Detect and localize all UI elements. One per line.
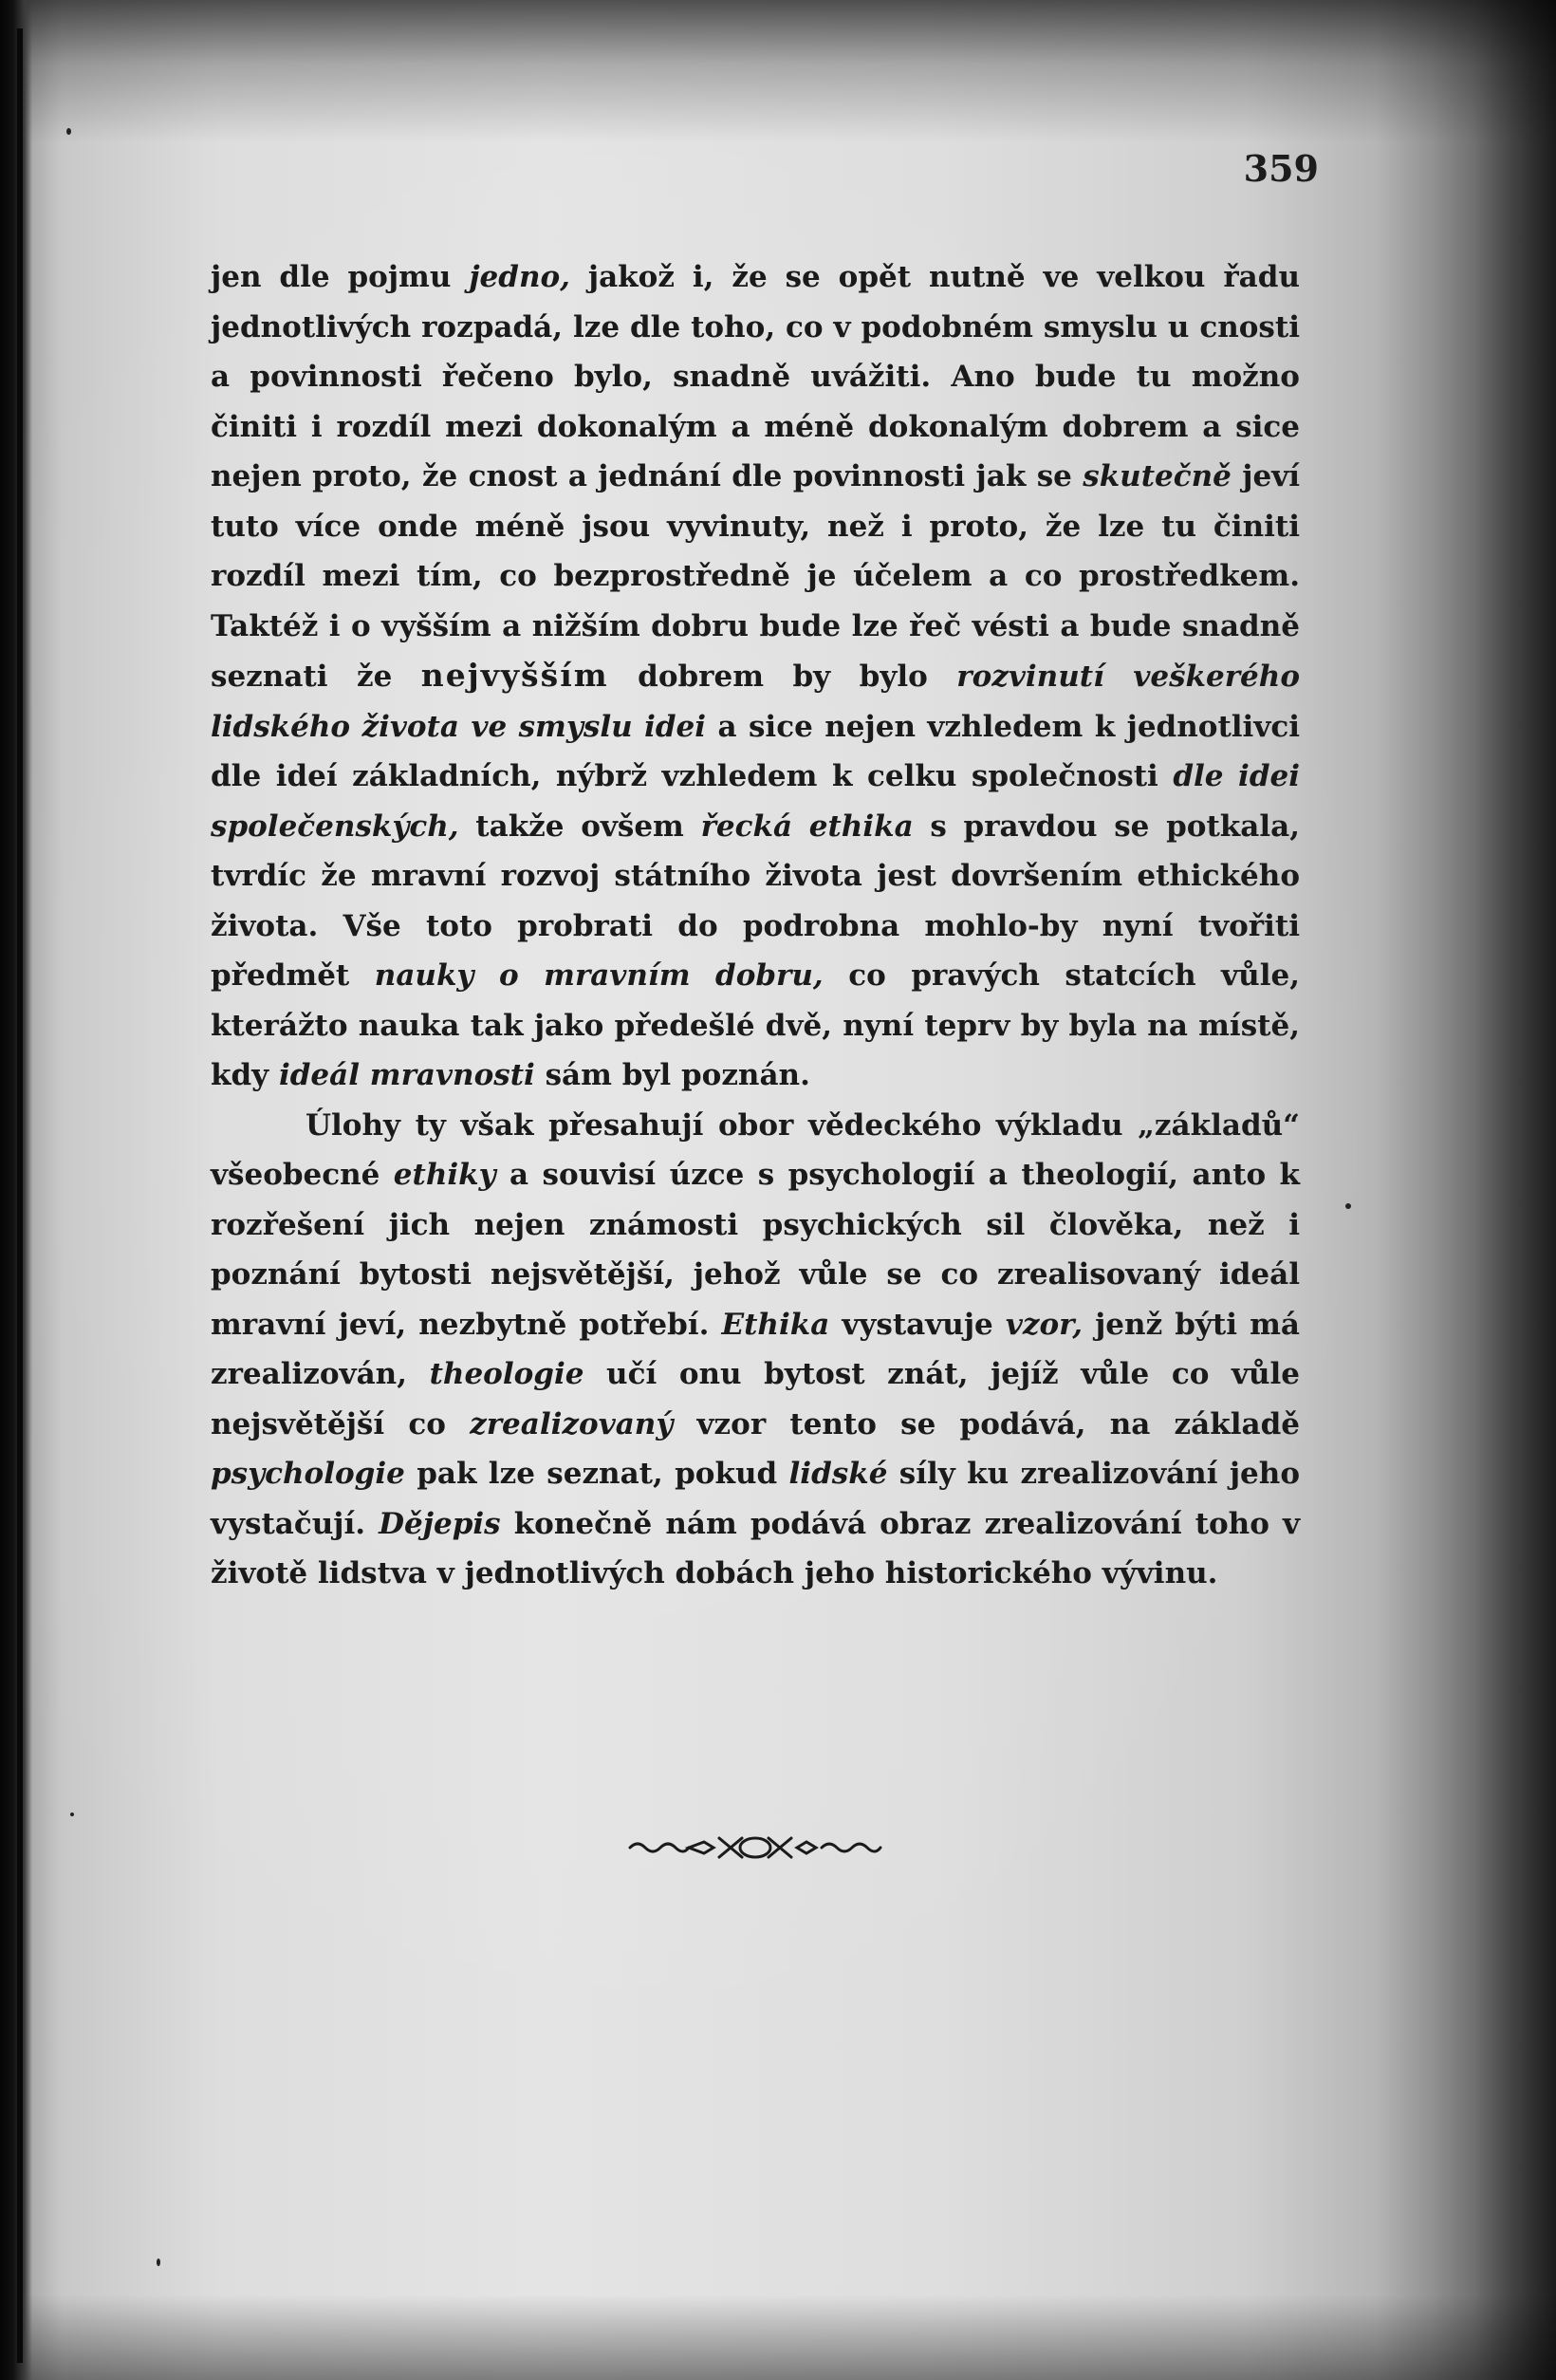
italic-term: jedno,: [469, 260, 570, 294]
italic-term: ideál mravnosti: [278, 1058, 535, 1092]
italic-term: lidské: [788, 1457, 888, 1491]
text-run: Úlohy ty však přesahují obor vědeckého výkladu „základů“ všeobecné: [211, 1107, 1300, 1192]
speck: [157, 2259, 160, 2266]
italic-term: zrealizovaný: [470, 1406, 674, 1441]
end-ornament-icon: [626, 1829, 884, 1867]
text-run: sám byl poznán.: [534, 1058, 810, 1092]
text-run: vystavuje: [829, 1307, 1006, 1342]
italic-term: ethiky: [393, 1158, 496, 1192]
text-run: a souvisí úzce s psychologií a theologií, anto k rozřešení jich nejen známosti psychických sil člověka, než i poznání bytosti nejsvětější, jehož vůle se co zrealisovaný ideál mravní jeví, nezbytně potřebí.: [211, 1158, 1300, 1342]
paragraph-2: [211, 1101, 1300, 1599]
italic-term: skutečně: [1083, 459, 1232, 493]
italic-term: Dějepis: [379, 1506, 501, 1541]
text-run: co pravých statcích vůle, kterážto nauka tak jako předešlé dvě, nyní teprv by byla na místě, kdy: [211, 958, 1300, 1092]
italic-term: nauky o mravním dobru,: [374, 958, 824, 993]
speck: [1345, 1203, 1351, 1209]
binding-line: [17, 28, 23, 2363]
text-run: s pravdou se potkala, tvrdíc že mravní rozvoj státního života jest dovršením ethického života. Vše toto probrati do podrobna mohlo-by nyní tvořiti předmět: [211, 809, 1300, 993]
italic-term: dle idei společenských,: [211, 759, 1301, 844]
text-run: vzor tento se podává, na základě: [673, 1406, 1300, 1441]
italic-term: Ethika: [721, 1307, 830, 1342]
text-run: jakož i, že se opět nutně ve velkou řadu jednotlivých rozpadá, lze dle toho, co v podobném smyslu u cnosti a povinnosti řečeno bylo, snadně uvážiti. Ano bude tu možno činiti i rozdíl mezi dokonalým a méně dokonalým dobrem a sice nejen proto, že cnost a jednání dle povinnosti jak se: [211, 260, 1300, 493]
speck: [66, 128, 71, 135]
text-run: konečně nám podává obraz zrealizování toho v životě lidstva v jednotlivých dobách jeho historického vývinu.: [211, 1506, 1300, 1590]
italic-term: psychologie: [211, 1457, 405, 1491]
italic-term: řecká ethika: [700, 809, 914, 844]
speck: [70, 1813, 74, 1816]
text-run: takže ovšem: [458, 809, 701, 844]
italic-term: theologie: [429, 1357, 584, 1391]
text-run: jeví tuto více onde méně jsou vyvinuty, než i proto, že lze tu činiti rozdíl mezi tím, co bezprostředně je účelem a co prostředkem. Taktéž i o vyšším a nižším dobru bude lze řeč vésti a bude snadně seznati že: [211, 459, 1300, 694]
italic-term: vzor,: [1005, 1307, 1084, 1342]
italic-term: rozvinutí veškerého lidského života ve smyslu idei: [211, 660, 1300, 744]
text-run: síly ku zrealizování jeho vystačují.: [211, 1457, 1300, 1541]
page-number: 359: [1243, 147, 1319, 190]
bottom-scan-shadow: [0, 2295, 1556, 2380]
right-scan-shadow: [1376, 0, 1556, 2380]
text-run: jenž býti má zrealizován,: [211, 1307, 1300, 1391]
paragraph-1: [211, 252, 1300, 1101]
text-run: pak lze seznat, pokud: [404, 1457, 789, 1491]
binding-edge: [0, 0, 32, 2380]
text-run: a sice nejen vzhledem k jednotlivci dle ideí základních, nýbrž vzhledem k celku společnosti: [211, 709, 1300, 793]
text-run: učí onu bytost znát, jejíž vůle co vůle nejsvětější co: [211, 1357, 1300, 1441]
body-text: [211, 252, 1300, 1599]
top-scan-shadow: [0, 0, 1556, 142]
spaced-emphasis: nejvyšším: [420, 657, 609, 694]
text-run: dobrem by bylo: [608, 660, 957, 694]
text-run: jen dle pojmu: [211, 260, 470, 294]
